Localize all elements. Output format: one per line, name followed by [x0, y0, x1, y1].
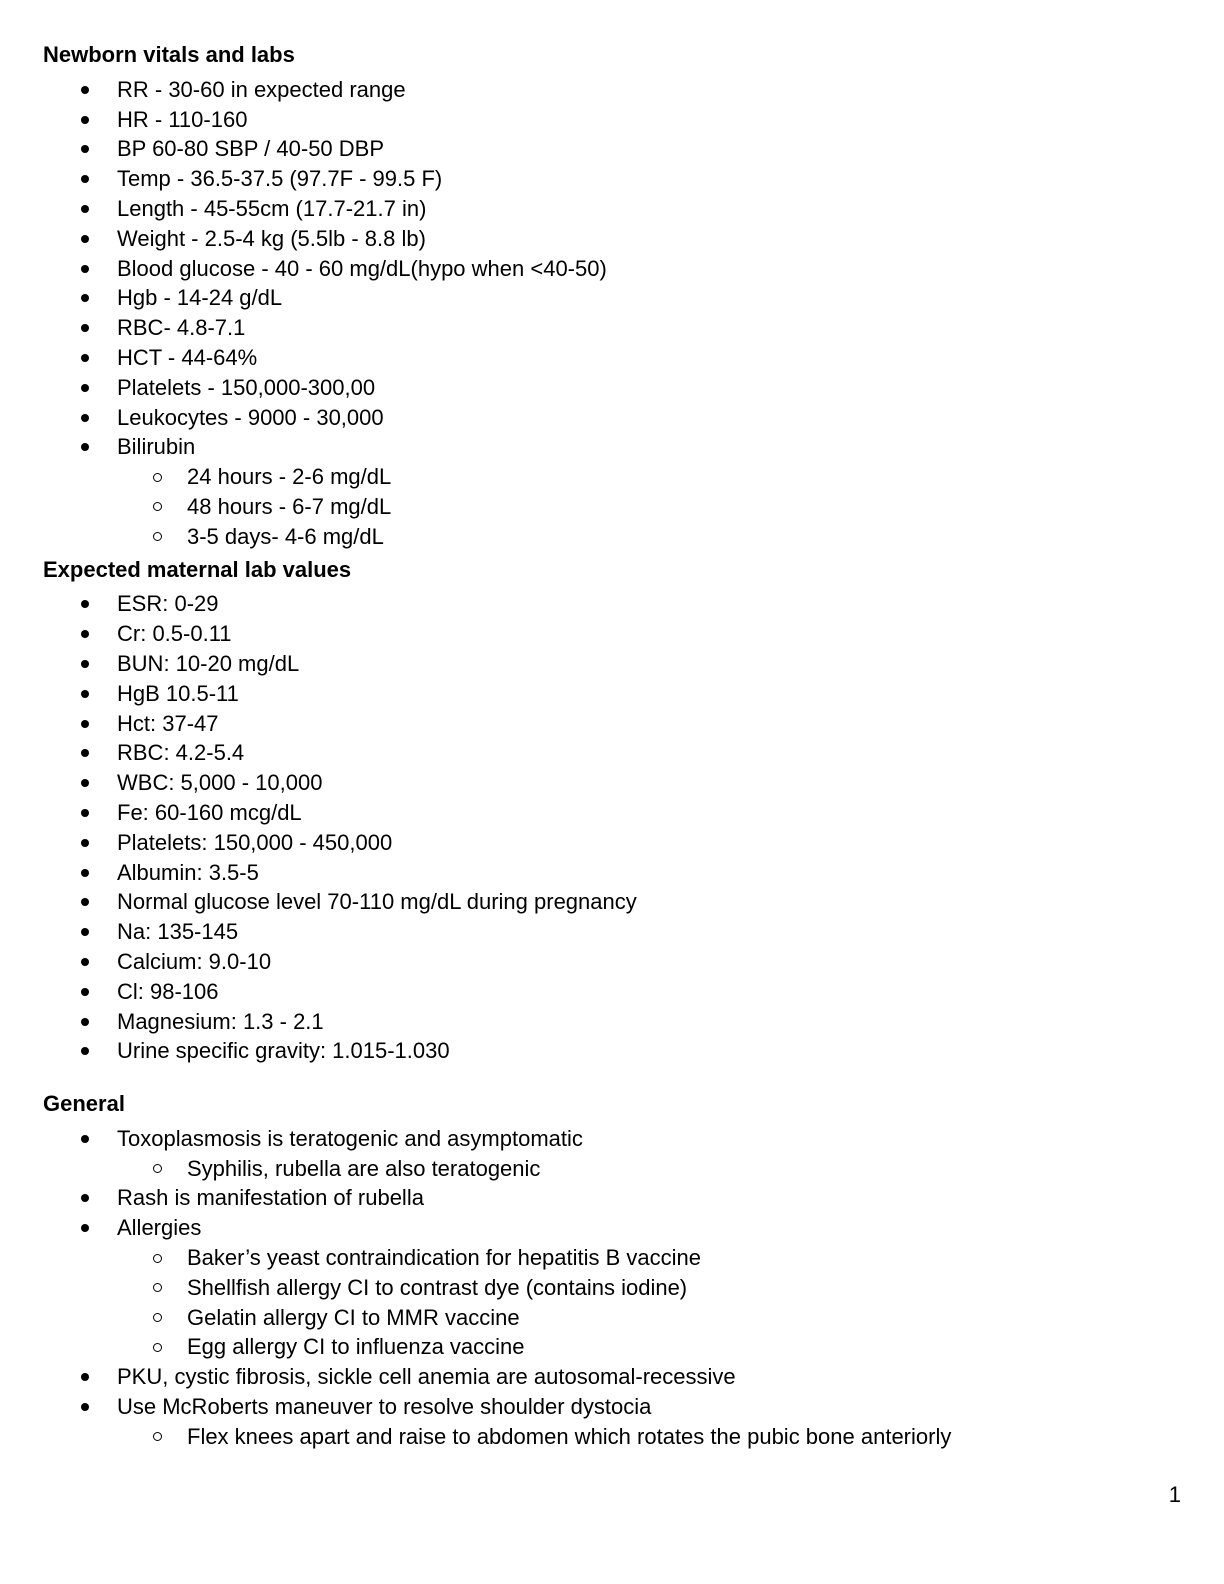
bullet-disc-icon	[81, 86, 89, 94]
list-item-text: Bilirubin	[117, 434, 196, 460]
list-item-text: 48 hours - 6-7 mg/dL	[187, 493, 392, 519]
bullet-disc-icon	[81, 294, 89, 302]
document-content	[43, 40, 1181, 1452]
bullet-disc-icon	[81, 809, 89, 817]
list-item-text: HgB 10.5-11	[117, 680, 239, 706]
list-item	[43, 432, 1181, 462]
bullet-disc-icon	[81, 1403, 89, 1411]
list-item	[43, 1154, 1181, 1184]
list-item-text: BUN: 10-20 mg/dL	[117, 650, 300, 676]
bullet-disc-icon	[81, 720, 89, 728]
section-heading: Newborn vitals and labs	[43, 42, 295, 67]
bullet-disc-icon	[81, 958, 89, 966]
list-item-text: BP 60-80 SBP / 40-50 DBP	[117, 136, 385, 162]
bullet-disc-icon	[81, 443, 89, 451]
list-item-text: RBC: 4.2-5.4	[117, 740, 245, 766]
list-item-text: Magnesium: 1.3 - 2.1	[117, 1008, 324, 1034]
bullet-disc-icon	[81, 324, 89, 332]
bullet-circle-icon	[153, 1164, 162, 1173]
list-item-text: Urine specific gravity: 1.015-1.030	[117, 1038, 450, 1064]
list-item	[43, 679, 1181, 709]
list-item-text: Calcium: 9.0-10	[117, 948, 272, 974]
list-item-text: 3-5 days- 4-6 mg/dL	[187, 523, 384, 549]
list-item-text: Blood glucose - 40 - 60 mg/dL(hypo when <40-50)	[117, 255, 607, 281]
blank-paragraph	[43, 1066, 1181, 1086]
bullet-disc-icon	[81, 116, 89, 124]
list-item	[43, 105, 1181, 135]
bullet-disc-icon	[81, 779, 89, 787]
list-item-text: RR - 30-60 in expected range	[117, 76, 406, 102]
bullet-disc-icon	[81, 354, 89, 362]
list-item-text: Cr: 0.5-0.11	[117, 621, 232, 647]
list-item-text: Platelets - 150,000-300,00	[117, 374, 376, 400]
list-item	[43, 947, 1181, 977]
list-item-text: Platelets: 150,000 - 450,000	[117, 829, 393, 855]
list-item	[43, 768, 1181, 798]
list-item-text: Normal glucose level 70-110 mg/dL during pregnancy	[117, 889, 637, 915]
section-heading: General	[43, 1091, 125, 1117]
page-number-footer: 1	[1168, 1482, 1181, 1507]
list-item	[43, 917, 1181, 947]
list-item	[43, 1213, 1181, 1243]
bullet-circle-icon	[153, 473, 162, 482]
bullet-disc-icon	[81, 1224, 89, 1232]
list-item	[43, 977, 1181, 1007]
list-item	[43, 1124, 1181, 1154]
bullet-circle-icon	[153, 502, 162, 511]
list-item	[43, 649, 1181, 679]
bullet-disc-icon	[81, 1047, 89, 1055]
list-item	[43, 828, 1181, 858]
list-item	[43, 313, 1181, 343]
list-item	[43, 224, 1181, 254]
list-item	[43, 462, 1181, 492]
bullet-disc-icon	[81, 988, 89, 996]
list-item-text: Length - 45-55cm (17.7-21.7 in)	[117, 195, 427, 221]
bullet-circle-icon	[153, 532, 162, 541]
bullet-disc-icon	[81, 414, 89, 422]
bullet-disc-icon	[81, 235, 89, 243]
bullet-circle-icon	[153, 1343, 162, 1352]
list-item-text: HR - 110-160	[117, 106, 248, 132]
list-item-text: Temp - 36.5-37.5 (97.7F - 99.5 F)	[117, 166, 443, 192]
list-item	[43, 194, 1181, 224]
list-item-text: Cl: 98-106	[117, 978, 219, 1004]
list-item-text: Use McRoberts maneuver to resolve shoulder dystocia	[117, 1394, 652, 1420]
list-item-text: Syphilis, rubella are also teratogenic	[187, 1155, 541, 1181]
bullet-circle-icon	[153, 1432, 162, 1441]
list-item	[43, 887, 1181, 917]
list-item	[43, 75, 1181, 105]
bullet-disc-icon	[81, 265, 89, 273]
list-item	[43, 1183, 1181, 1213]
list-item-text: Rash is manifestation of rubella	[117, 1185, 424, 1211]
list-item	[43, 403, 1181, 433]
bullet-disc-icon	[81, 749, 89, 757]
list-item-text: Weight - 2.5-4 kg (5.5lb - 8.8 lb)	[117, 225, 426, 251]
list-item	[43, 709, 1181, 739]
bullet-disc-icon	[81, 1194, 89, 1202]
bullet-disc-icon	[81, 660, 89, 668]
list-item-text: Leukocytes - 9000 - 30,000	[117, 404, 384, 430]
list-item-text: RBC- 4.8-7.1	[117, 315, 246, 341]
list-item	[43, 589, 1181, 619]
bullet-disc-icon	[81, 928, 89, 936]
bullet-disc-icon	[81, 145, 89, 153]
bullet-disc-icon	[81, 175, 89, 183]
list-item-text: Albumin: 3.5-5	[117, 859, 259, 885]
list-item-text: HCT - 44-64%	[117, 344, 258, 370]
list-item	[43, 858, 1181, 888]
list-item	[43, 1392, 1181, 1422]
list-item-text: Gelatin allergy CI to MMR vaccine	[187, 1304, 520, 1330]
bullet-circle-icon	[153, 1254, 162, 1263]
bullet-disc-icon	[81, 898, 89, 906]
list-item-text: Allergies	[117, 1215, 202, 1241]
list-item-text: ESR: 0-29	[117, 591, 219, 617]
list-item-text: WBC: 5,000 - 10,000	[117, 770, 323, 796]
list-item-text: Flex knees apart and raise to abdomen which rotates the pubic bone anteriorly	[187, 1423, 952, 1449]
list-item	[43, 1422, 1181, 1452]
list-item	[43, 164, 1181, 194]
list-item-text: 24 hours - 2-6 mg/dL	[187, 464, 392, 490]
list-item	[43, 1332, 1181, 1362]
bullet-disc-icon	[81, 1018, 89, 1026]
list-item-text: Fe: 60-160 mcg/dL	[117, 799, 302, 825]
list-item-text: Baker’s yeast contraindication for hepatitis B vaccine	[187, 1245, 702, 1271]
bullet-disc-icon	[81, 384, 89, 392]
list-item	[43, 1243, 1181, 1273]
bullet-circle-icon	[153, 1283, 162, 1292]
bullet-disc-icon	[81, 1373, 89, 1381]
list-item	[43, 1007, 1181, 1037]
list-item	[43, 522, 1181, 552]
bullet-disc-icon	[81, 1135, 89, 1143]
list-item	[43, 1273, 1181, 1303]
list-item	[43, 343, 1181, 373]
list-item-text: Hct: 37-47	[117, 710, 219, 736]
list-item-text: Na: 135-145	[117, 919, 239, 945]
list-item	[43, 738, 1181, 768]
list-item-text: Shellfish allergy CI to contrast dye (contains iodine)	[187, 1274, 688, 1300]
bullet-disc-icon	[81, 205, 89, 213]
list-item-text: Toxoplasmosis is teratogenic and asymptomatic	[117, 1125, 583, 1151]
list-item	[43, 492, 1181, 522]
bullet-disc-icon	[81, 690, 89, 698]
bullet-disc-icon	[81, 839, 89, 847]
list-item	[43, 373, 1181, 403]
list-item-text: Egg allergy CI to influenza vaccine	[187, 1334, 525, 1360]
list-item	[43, 798, 1181, 828]
list-item	[43, 134, 1181, 164]
list-item	[43, 1036, 1181, 1066]
list-item-text: Hgb - 14-24 g/dL	[117, 285, 283, 311]
list-item	[43, 1362, 1181, 1392]
list-item	[43, 619, 1181, 649]
list-item-text: PKU, cystic fibrosis, sickle cell anemia are autosomal-recessive	[117, 1364, 736, 1390]
section-heading: Expected maternal lab values	[43, 556, 352, 582]
list-item	[43, 1303, 1181, 1333]
bullet-circle-icon	[153, 1313, 162, 1322]
bullet-disc-icon	[81, 869, 89, 877]
bullet-disc-icon	[81, 630, 89, 638]
bullet-disc-icon	[81, 600, 89, 608]
list-item	[43, 283, 1181, 313]
list-item	[43, 254, 1181, 284]
